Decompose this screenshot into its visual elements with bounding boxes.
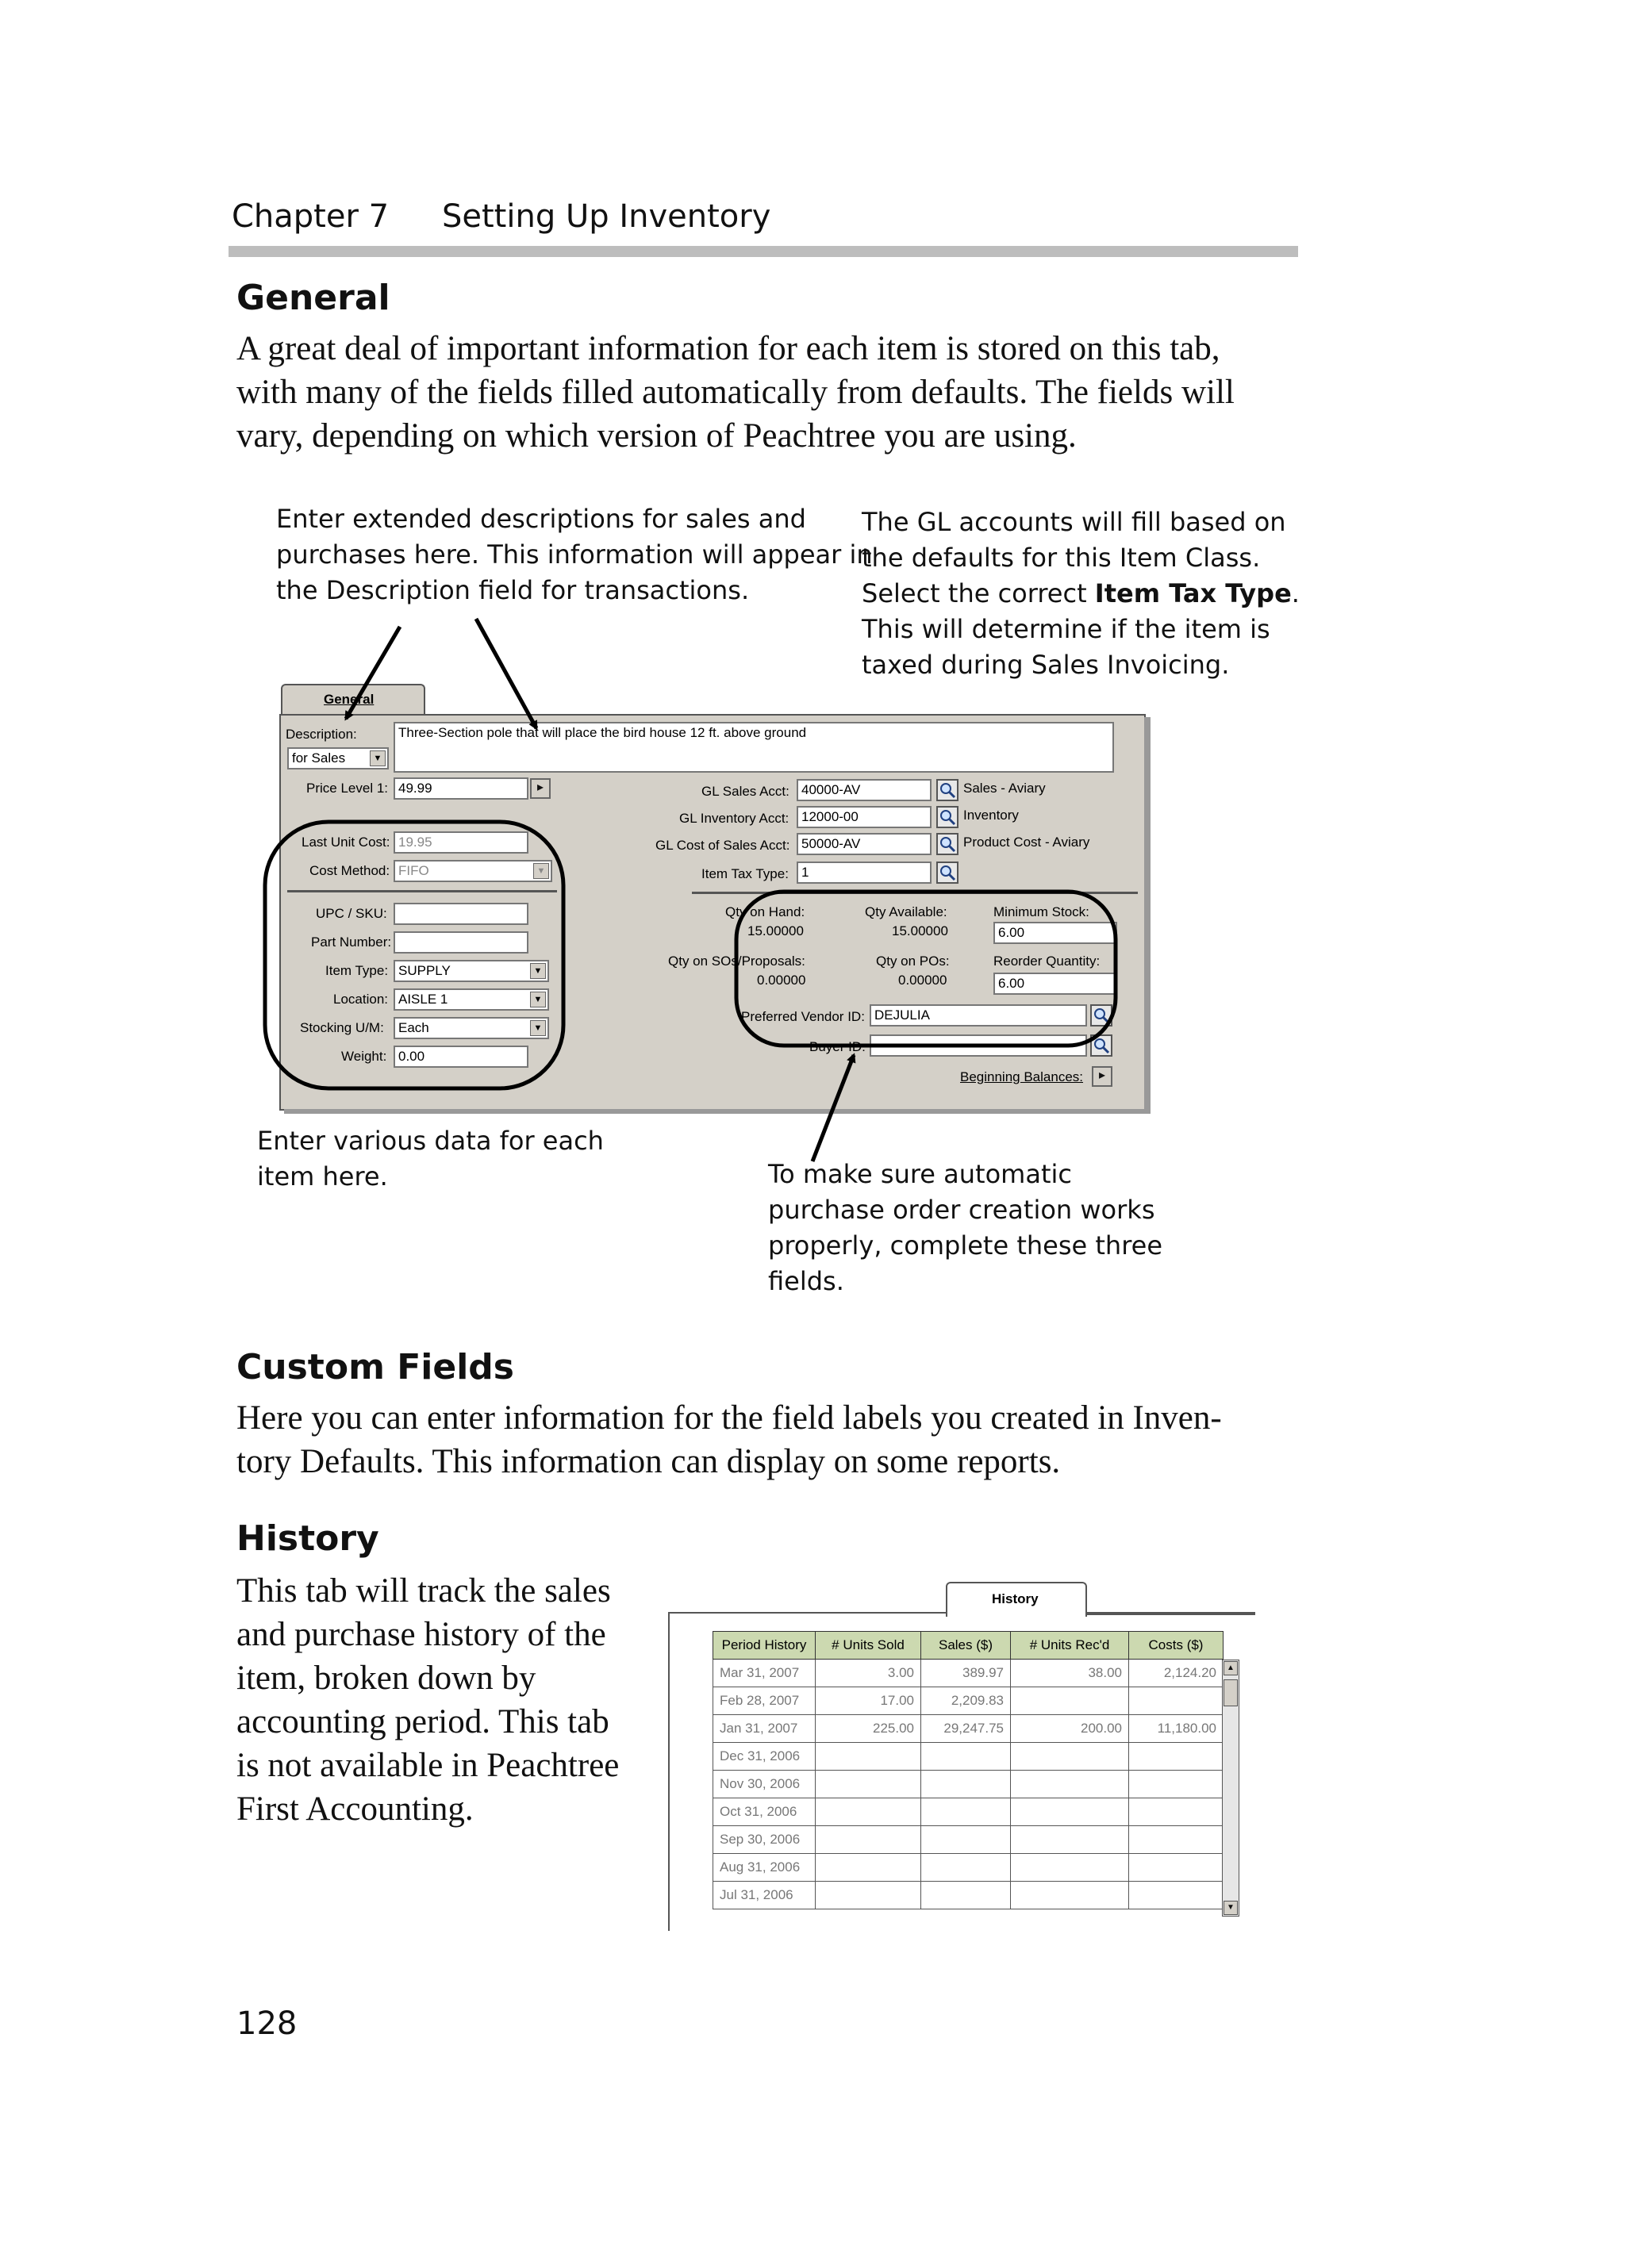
history-tab[interactable] — [946, 1582, 1087, 1617]
text-line: the defaults for this Item Class. — [862, 543, 1261, 573]
table-cell — [816, 1743, 921, 1771]
table-row[interactable] — [713, 1771, 1224, 1798]
select-value: SUPPLY — [398, 963, 451, 978]
table-header-row — [713, 1632, 1224, 1660]
upc-sku-label: UPC / SKU: — [316, 906, 387, 921]
chapter-label: Chapter 7 — [232, 198, 390, 235]
text-line: Enter various data for each — [257, 1126, 604, 1156]
select-value: FIFO — [398, 863, 429, 878]
gl-cost-desc: Product Cost - Aviary — [963, 835, 1090, 850]
table-cell — [816, 1771, 921, 1798]
chevron-down-icon: ▼ — [530, 1020, 546, 1036]
text-line: and purchase history of the — [236, 1616, 606, 1653]
price-level-arrow-icon[interactable]: ▸ — [530, 778, 551, 799]
scroll-up-icon[interactable]: ▲ — [1224, 1661, 1238, 1675]
description-label: Description: — [286, 727, 357, 742]
qty-on-sos-label: Qty on SOs/Proposals: — [668, 954, 805, 969]
text-line: accounting period. This tab — [236, 1703, 609, 1740]
history-scrollbar[interactable] — [1222, 1660, 1239, 1917]
text-line: vary, depending on which version of Peachtree you are using. — [236, 417, 1077, 455]
text-line: the Description field for transactions. — [276, 575, 750, 605]
table-cell — [921, 1743, 1011, 1771]
table-cell: 389.97 — [921, 1660, 1011, 1687]
table-cell: Aug 31, 2006 — [713, 1854, 816, 1882]
weight-field[interactable]: 0.00 — [394, 1046, 528, 1068]
text-line: item here. — [257, 1161, 388, 1192]
table-cell: Jan 31, 2007 — [713, 1715, 816, 1743]
history-panel-border — [1084, 1614, 1255, 1615]
table-cell — [1129, 1743, 1224, 1771]
bold-term: Item Tax Type — [1094, 578, 1292, 608]
text-line: taxed during Sales Invoicing. — [862, 650, 1230, 680]
table-cell — [1129, 1826, 1224, 1854]
column-header[interactable]: # Units Rec'd — [1011, 1632, 1129, 1660]
table-cell: 17.00 — [816, 1687, 921, 1715]
gl-cost-label: GL Cost of Sales Acct: — [655, 838, 790, 853]
table-cell: 200.00 — [1011, 1715, 1129, 1743]
item-type-label: Item Type: — [325, 963, 389, 978]
gl-sales-label: GL Sales Acct: — [701, 784, 789, 799]
price-level-label: Price Level 1: — [306, 781, 388, 796]
qty-on-sos-value: 0.00000 — [757, 973, 806, 988]
minimum-stock-field[interactable]: 6.00 — [993, 922, 1117, 944]
select-value: AISLE 1 — [398, 992, 448, 1007]
table-cell — [816, 1826, 921, 1854]
text-line: This tab will track the sales — [236, 1572, 611, 1610]
qty-available-label: Qty Available: — [865, 904, 947, 919]
stocking-um-label: Stocking U/M: — [300, 1020, 384, 1035]
history-paragraph — [236, 1569, 649, 1831]
qty-on-hand-value: 15.00000 — [747, 923, 804, 938]
table-cell: Mar 31, 2007 — [713, 1660, 816, 1687]
table-cell: Nov 30, 2006 — [713, 1771, 816, 1798]
table-cell: Jul 31, 2006 — [713, 1882, 816, 1909]
table-cell — [1129, 1854, 1224, 1882]
column-header[interactable]: # Units Sold — [816, 1632, 921, 1660]
text-line: This will determine if the item is — [862, 614, 1270, 644]
table-row[interactable] — [713, 1826, 1224, 1854]
description-field[interactable]: Three-Section pole that will place the bird house 12 ft. above ground — [394, 722, 1114, 773]
table-cell — [816, 1882, 921, 1909]
chevron-down-icon: ▼ — [533, 863, 549, 879]
table-cell: 29,247.75 — [921, 1715, 1011, 1743]
text-line: The GL accounts will fill based on — [862, 507, 1286, 537]
part-number-label: Part Number: — [311, 934, 392, 950]
table-cell — [816, 1798, 921, 1826]
purchase-order-callout — [768, 1157, 1162, 1299]
weight-label: Weight: — [341, 1049, 387, 1064]
gl-inventory-field[interactable]: 12000-00 — [797, 806, 932, 828]
table-cell: 11,180.00 — [1129, 1715, 1224, 1743]
text-line: tory Defaults. This information can display on some reports. — [236, 1443, 1061, 1480]
text-run: Select the correct — [862, 578, 1087, 608]
text-line: First Accounting. — [236, 1790, 474, 1828]
text-line: Enter extended descriptions for sales and — [276, 504, 806, 534]
callout-arrow — [812, 1055, 854, 1161]
callout-circle — [265, 822, 563, 1088]
table-row[interactable] — [713, 1687, 1224, 1715]
table-cell: 2,124.20 — [1129, 1660, 1224, 1687]
gl-inventory-label: GL Inventory Acct: — [679, 811, 789, 826]
general-tab-label: General — [324, 692, 375, 707]
table-cell — [921, 1826, 1011, 1854]
table-cell: Feb 28, 2007 — [713, 1687, 816, 1715]
table-cell: Dec 31, 2006 — [713, 1743, 816, 1771]
gl-inventory-desc: Inventory — [963, 808, 1019, 823]
last-unit-cost-field: 19.95 — [394, 831, 528, 854]
minimum-stock-label: Minimum Stock: — [993, 904, 1089, 919]
text-line: To make sure automatic — [768, 1159, 1072, 1189]
item-tax-field[interactable]: 1 — [797, 862, 932, 884]
history-panel-border — [668, 1614, 670, 1931]
chapter-title: Setting Up Inventory — [442, 198, 771, 235]
text-line: item, broken down by — [236, 1660, 536, 1697]
scrollbar-thumb[interactable] — [1224, 1679, 1238, 1706]
column-header[interactable]: Costs ($) — [1129, 1632, 1224, 1660]
item-data-callout — [257, 1123, 604, 1195]
text-line: fields. — [768, 1266, 844, 1296]
scroll-down-icon[interactable]: ▼ — [1224, 1901, 1238, 1915]
callout-arrow — [476, 619, 536, 728]
table-cell — [1011, 1743, 1129, 1771]
cost-method-label: Cost Method: — [309, 863, 390, 878]
table-cell: Oct 31, 2006 — [713, 1798, 816, 1826]
table-cell — [1129, 1771, 1224, 1798]
select-value: for Sales — [292, 750, 346, 766]
last-unit-cost-label: Last Unit Cost: — [302, 835, 390, 850]
text-line: Here you can enter information for the field labels you created in Inven- — [236, 1399, 1222, 1437]
gl-sales-desc: Sales - Aviary — [963, 781, 1046, 796]
table-cell: 2,209.83 — [921, 1687, 1011, 1715]
page-number: 128 — [236, 2005, 298, 2042]
custom-fields-heading: Custom Fields — [236, 1347, 514, 1387]
qty-on-pos-label: Qty on POs: — [876, 954, 950, 969]
table-cell — [1011, 1826, 1129, 1854]
item-tax-label: Item Tax Type: — [701, 866, 789, 881]
table-cell — [1011, 1687, 1129, 1715]
preferred-vendor-label: Preferred Vendor ID: — [741, 1009, 865, 1024]
beginning-balances-arrow-icon[interactable]: ▸ — [1092, 1066, 1112, 1087]
qty-available-value: 15.00000 — [892, 923, 948, 938]
table-cell — [1129, 1687, 1224, 1715]
buyer-id-label: Buyer ID: — [809, 1039, 866, 1054]
table-cell — [1129, 1798, 1224, 1826]
text-line: A great deal of important information for each item is stored on this tab, — [236, 330, 1220, 367]
price-level-field[interactable]: 49.99 — [394, 777, 528, 800]
text-run: . — [1291, 578, 1300, 608]
general-heading: General — [236, 278, 390, 318]
qty-on-hand-label: Qty on Hand: — [725, 904, 805, 919]
table-cell — [816, 1854, 921, 1882]
preferred-vendor-field[interactable]: DEJULIA — [870, 1004, 1087, 1027]
text-line: is not available in Peachtree — [236, 1747, 620, 1784]
gl-cost-field[interactable]: 50000-AV — [797, 833, 932, 855]
table-cell — [1129, 1882, 1224, 1909]
table-cell — [1011, 1798, 1129, 1826]
column-header[interactable]: Period History — [713, 1632, 816, 1660]
select-value: Each — [398, 1020, 429, 1035]
table-row[interactable] — [713, 1854, 1224, 1882]
reorder-quantity-field[interactable]: 6.00 — [993, 973, 1117, 995]
table-cell: 38.00 — [1011, 1660, 1129, 1687]
history-table — [713, 1631, 1224, 1909]
table-cell — [921, 1854, 1011, 1882]
table-cell — [921, 1882, 1011, 1909]
table-cell — [1011, 1854, 1129, 1882]
chevron-down-icon: ▼ — [370, 750, 386, 766]
text-line: purchases here. This information will appear in — [276, 539, 873, 570]
location-label: Location: — [333, 992, 388, 1007]
beginning-balances-label: Beginning Balances: — [960, 1069, 1084, 1084]
table-cell — [1011, 1882, 1129, 1909]
qty-on-pos-value: 0.00000 — [898, 973, 947, 988]
table-cell: 3.00 — [816, 1660, 921, 1687]
gl-sales-field[interactable]: 40000-AV — [797, 779, 932, 801]
column-header[interactable]: Sales ($) — [921, 1632, 1011, 1660]
table-cell: 225.00 — [816, 1715, 921, 1743]
table-cell — [1011, 1771, 1129, 1798]
table-row[interactable] — [713, 1715, 1224, 1743]
chevron-down-icon: ▼ — [530, 992, 546, 1007]
callout-arrow — [346, 627, 400, 719]
history-heading: History — [236, 1518, 379, 1559]
table-cell — [921, 1798, 1011, 1826]
callout-circle — [736, 892, 1116, 1046]
custom-fields-paragraph — [236, 1396, 1316, 1483]
history-table-wrap — [713, 1631, 1224, 1909]
table-row[interactable] — [713, 1660, 1224, 1687]
table-cell: Sep 30, 2006 — [713, 1826, 816, 1854]
table-cell — [921, 1771, 1011, 1798]
history-tab-label: History — [992, 1591, 1039, 1606]
text-line: with many of the fields filled automatically from defaults. The fields will — [236, 374, 1235, 411]
reorder-quantity-label: Reorder Quantity: — [993, 954, 1101, 969]
text-line: purchase order creation works — [768, 1195, 1155, 1225]
table-row[interactable] — [713, 1882, 1224, 1909]
table-row[interactable] — [713, 1743, 1224, 1771]
text-line: properly, complete these three — [768, 1230, 1163, 1261]
table-row[interactable] — [713, 1798, 1224, 1826]
chevron-down-icon: ▼ — [530, 963, 546, 979]
